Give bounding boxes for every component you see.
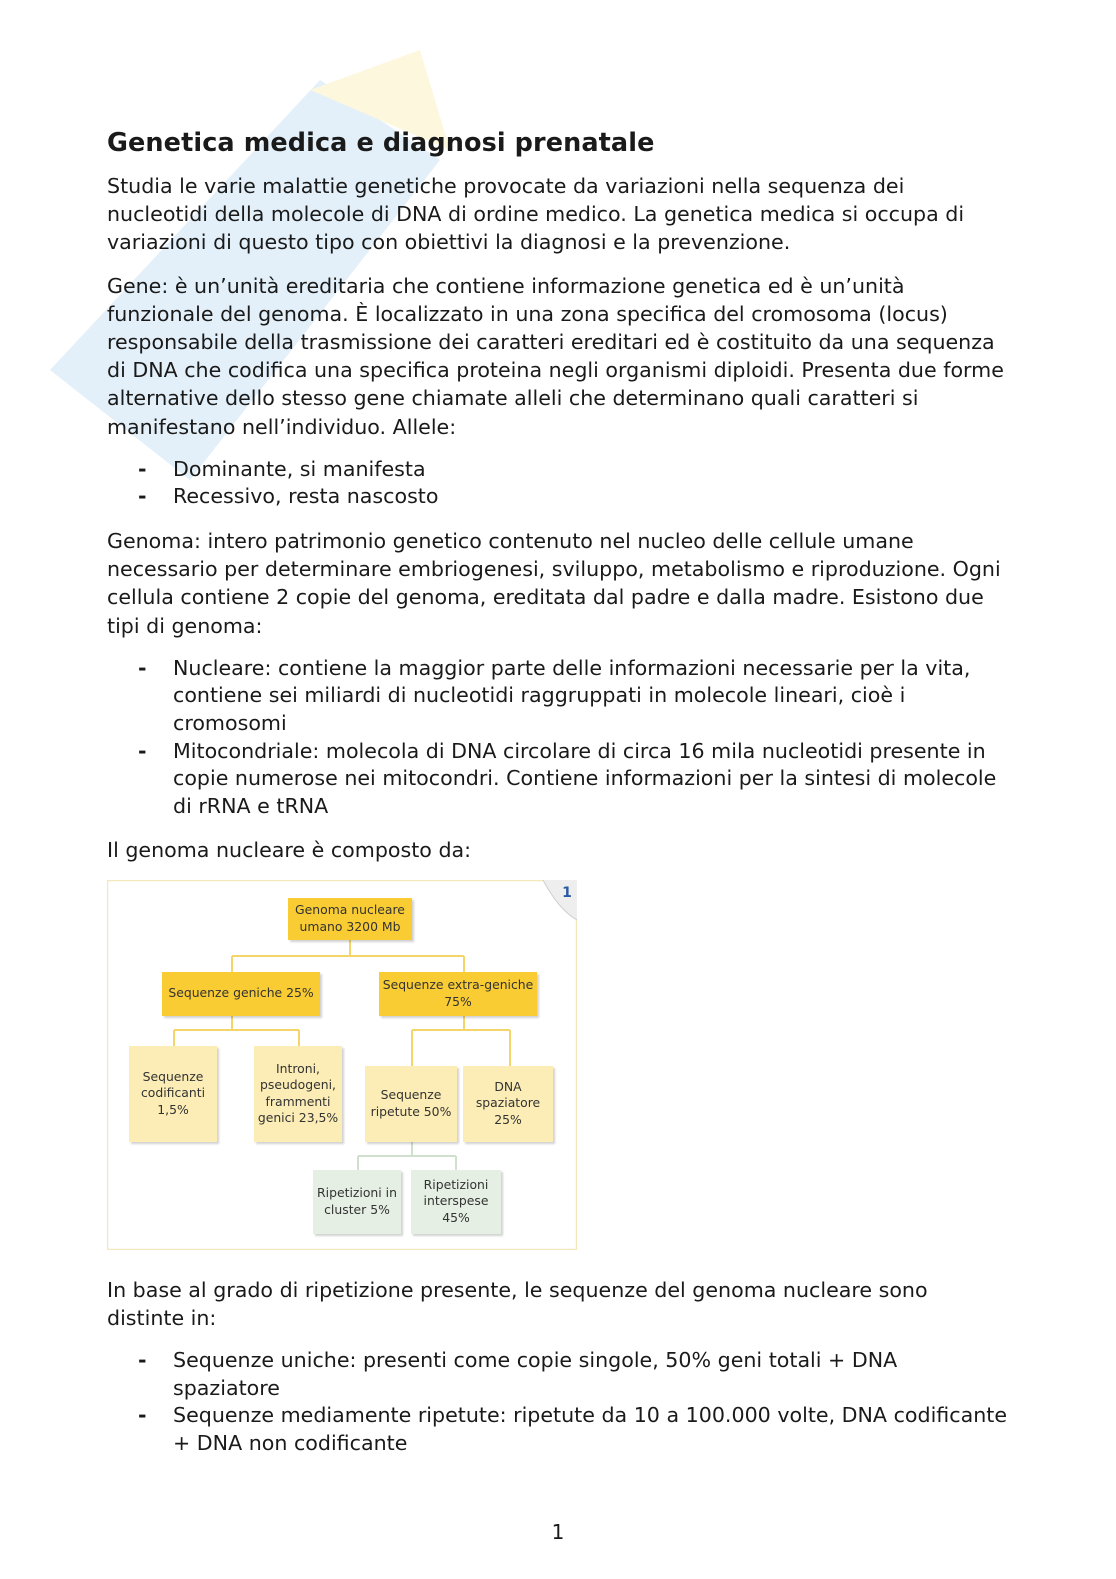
composto-paragraph: Il genoma nucleare è composto da:: [107, 838, 472, 863]
document-body: [107, 128, 1007, 1473]
list-item: - Recessivo, resta nascosto: [107, 483, 1007, 511]
bullet-dash: -: [138, 456, 147, 481]
list-item: - Sequenze uniche: presenti come copie singole, 50% geni totali + DNA spaziatore: [138, 1348, 898, 1400]
sequenze-list: [107, 1347, 1007, 1457]
introni-box: Introni, pseudogeni, frammenti genici 23,5%: [254, 1046, 342, 1142]
list-item: - Mitocondriale: molecola di DNA circolare di circa 16 mila nucleotidi presente in copie numerose nei mitocondri. Contiene informazioni per la sintesi di molecole di rRNA e tRNA: [138, 738, 997, 818]
genome-diagram: [107, 880, 577, 1250]
genoma-paragraph: Genoma: intero patrimonio genetico contenuto nel nucleo delle cellule umane necessario per determinare embriogenesi, sviluppo, metabolismo e riproduzione. Ogni cellula contiene 2 copie del genoma, ereditata dal padre e dalla madre. Esistono due tipi di genoma:: [107, 529, 1001, 638]
bullet-dash: -: [138, 1348, 147, 1372]
figure-number: 1: [562, 884, 572, 901]
bullet-dash: -: [138, 655, 147, 680]
genoma-types-list: [107, 655, 1007, 821]
codificanti-box: Sequenze codificanti 1,5%: [129, 1046, 217, 1142]
list-item: - Dominante, si manifesta: [107, 456, 1007, 484]
bullet-dash: -: [138, 1403, 147, 1428]
gene-paragraph: Gene: è un’unità ereditaria che contiene informazione genetica ed è un’unità funzionale del genoma. È localizzato in una zona specifica del cromosoma (locus) responsabile della trasmissione dei caratteri ereditari ed è costituito da una sequenza di DNA che codifica una specifica proteina negli organismi diploidi. Presenta due forme alternative dello stesso gene chiamate alleli che determinano quali caratteri si manifestano nell’individuo. Allele:: [107, 273, 1004, 439]
page-title: Genetica medica e diagnosi prenatale: [107, 128, 655, 158]
bullet-dash: -: [138, 484, 147, 509]
geniche-box: Sequenze geniche 25%: [162, 972, 320, 1016]
page-number: 1: [551, 1520, 565, 1544]
root-box: Genoma nucleare umano 3200 Mb: [288, 898, 412, 940]
ripetute-box: Sequenze ripetute 50%: [365, 1066, 457, 1142]
extrageniche-box: Sequenze extra-geniche 75%: [379, 972, 537, 1016]
interspese-box: Ripetizioni interspese 45%: [411, 1170, 501, 1234]
ripetizione-paragraph: In base al grado di ripetizione presente, le sequenze del genoma nucleare sono distinte in:: [107, 1277, 928, 1330]
intro-paragraph: Studia le varie malattie genetiche provocate da variazioni nella sequenza dei nucleotidi della molecole di DNA di ordine medico. La genetica medica si occupa di variazioni di questo tipo con obiettivi la diagnosi e la prevenzione.: [107, 174, 965, 255]
cluster-box: Ripetizioni in cluster 5%: [313, 1170, 401, 1234]
list-item: - Sequenze mediamente ripetute: ripetute da 10 a 100.000 volte, DNA codificante + DNA non codificante: [138, 1403, 1007, 1455]
bullet-dash: -: [138, 738, 147, 763]
list-item: - Nucleare: contiene la maggior parte delle informazioni necessarie per la vita, contiene sei miliardi di nucleotidi raggruppati in molecole lineari, cioè i cromosomi: [138, 655, 971, 736]
allele-list: [107, 456, 1007, 511]
spaziatore-box: DNA spaziatore 25%: [463, 1066, 553, 1142]
